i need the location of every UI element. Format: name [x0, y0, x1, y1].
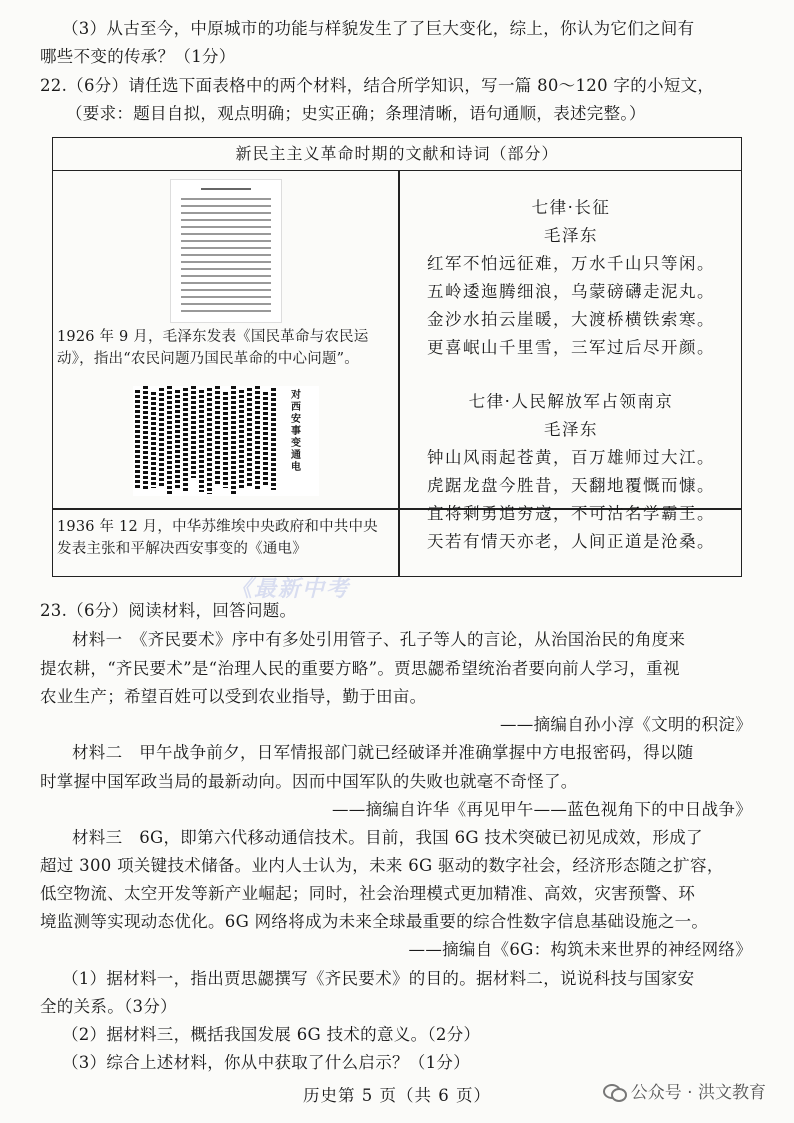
- q22-line2: （要求：题目自拟，观点明确；史实正确；条理清晰，语句通顺，表述完整。）: [66, 104, 646, 123]
- poem1-author: 毛泽东: [544, 226, 598, 245]
- wechat-watermark: [603, 1078, 766, 1103]
- poem1-line: 金沙水拍云崖暖，大渡桥横铁索寒。: [427, 310, 715, 329]
- poem1-line: 红军不怕远征难，万水千山只等闲。: [427, 254, 715, 273]
- material1-source: ——摘编自孙小淳《文明的积淀》: [500, 715, 752, 734]
- material2-source: ——摘编自许华《再见甲午——蓝色视角下的中日战争》: [332, 800, 752, 819]
- poem1-line: 更喜岷山千里雪，三军过后尽开颜。: [427, 338, 715, 357]
- document-scan-image: [171, 180, 281, 322]
- q21-3-line1: （3）从古至今，中原城市的功能与样貌发生了了巨大变化，综上，你认为它们之间有: [62, 19, 695, 38]
- caption-1936-telegram: [57, 516, 378, 560]
- material1-line2: 提农耕，“齐民要术”是“治理人民的重要方略”。贾思勰希望统治者要向前人学习，重视: [40, 659, 680, 678]
- caption-1926-doc: [57, 326, 368, 370]
- caption-1936-line1: 1936 年 12 月，中华苏维埃中央政府和中共中央: [57, 519, 378, 535]
- material3-line1: 材料三 6G，即第六代移动通信技术。目前，我国 6G 技术突破已初见成效，形成了: [72, 828, 703, 847]
- q21-3-line2: 哪些不变的传承？（1分）: [40, 47, 236, 66]
- material2-line2: 时掌握中国军政当局的最新动向。因而中国军队的失败也就毫不奇怪了。: [40, 772, 578, 791]
- caption-1926-line1: 1926 年 9 月，毛泽东发表《国民革命与农民运: [57, 329, 369, 345]
- material1-line1: 材料一 《齐民要术》序中有多处引用管子、孔子等人的言论，从治国治民的角度来: [72, 630, 686, 649]
- material3-source: ——摘编自《6G：构筑未来世界的神经网络》: [408, 940, 752, 959]
- material3-line3: 低空物流、太空开发等新产业崛起；同时，社会治理模式更加精准、高效，灾害预警、环: [40, 884, 696, 903]
- watermark-stamp: 《最新中考: [230, 577, 351, 602]
- poem2-line: 天若有情天亦老，人间正道是沧桑。: [427, 532, 715, 551]
- q23-sub1-line2: 全的关系。（3分）: [40, 997, 177, 1016]
- caption-1926-line2: 动》，指出“农民问题乃国民革命的中心问题”。: [57, 351, 359, 367]
- q23-heading: 23.（6分）阅读材料，回答问题。: [40, 601, 297, 620]
- poem2-line: 钟山风雨起苍黄，百万雄师过大江。: [427, 448, 715, 467]
- q23-sub1-line1: （1）据材料一，指出贾思勰撰写《齐民要术》的目的。据材料二，说说科技与国家安: [62, 969, 695, 988]
- q22-line1: 22.（6分）请任选下面表格中的两个材料，结合所学知识，写一篇 80～120 字的小短文，: [40, 76, 715, 95]
- material3-line2: 超过 300 项关键技术储备。业内人士认为，未来 6G 驱动的数字社会，经济形态随之扩容，: [40, 856, 724, 875]
- wechat-icon: [603, 1082, 625, 1100]
- q23-sub3: （3）综合上述材料，你从中获取了什么启示？（1分）: [62, 1053, 470, 1072]
- material2-line1: 材料二 甲午战争前夕，日军情报部门就已经破译并准确掌握中方电报密码，得以随: [72, 743, 694, 762]
- poem1-title: 七律·长征: [531, 198, 611, 217]
- poem2-author: 毛泽东: [544, 420, 598, 439]
- poem-nanjing: [399, 388, 743, 556]
- q23-sub2: （2）据材料三，概括我国发展 6G 技术的意义。（2分）: [62, 1025, 481, 1044]
- poem-long-march: [399, 194, 743, 362]
- poem1-line: 五岭逶迤腾细浪，乌蒙磅礴走泥丸。: [427, 282, 715, 301]
- table-header: 新民主主义革命时期的文献和诗词（部分）: [53, 138, 741, 171]
- telegram-scan-image: [133, 386, 319, 496]
- poem2-line: 虎踞龙盘今胜昔，天翻地覆慨而慷。: [427, 476, 715, 495]
- material3-line4: 境监测等实现动态优化。6G 网络将成为未来全球最重要的综合性数字信息基础设施之一。: [40, 912, 709, 931]
- wechat-account-label: 公众号 · 洪文教育: [630, 1083, 766, 1103]
- caption-1936-line2: 发表主张和平解决西安事变的《通电》: [57, 541, 307, 557]
- material1-line3: 农业生产；希望百姓可以受到农业指导，勤于田亩。: [40, 687, 427, 706]
- poem2-title: 七律·人民解放军占领南京: [468, 392, 674, 411]
- telegram-title: 对西安事变通电: [291, 390, 301, 473]
- materials-table: [52, 137, 742, 577]
- page-footer: 历史第 5 页（共 6 页）: [303, 1086, 491, 1105]
- poem2-line: 宜将剩勇追穷寇，不可沽名学霸王。: [427, 504, 715, 523]
